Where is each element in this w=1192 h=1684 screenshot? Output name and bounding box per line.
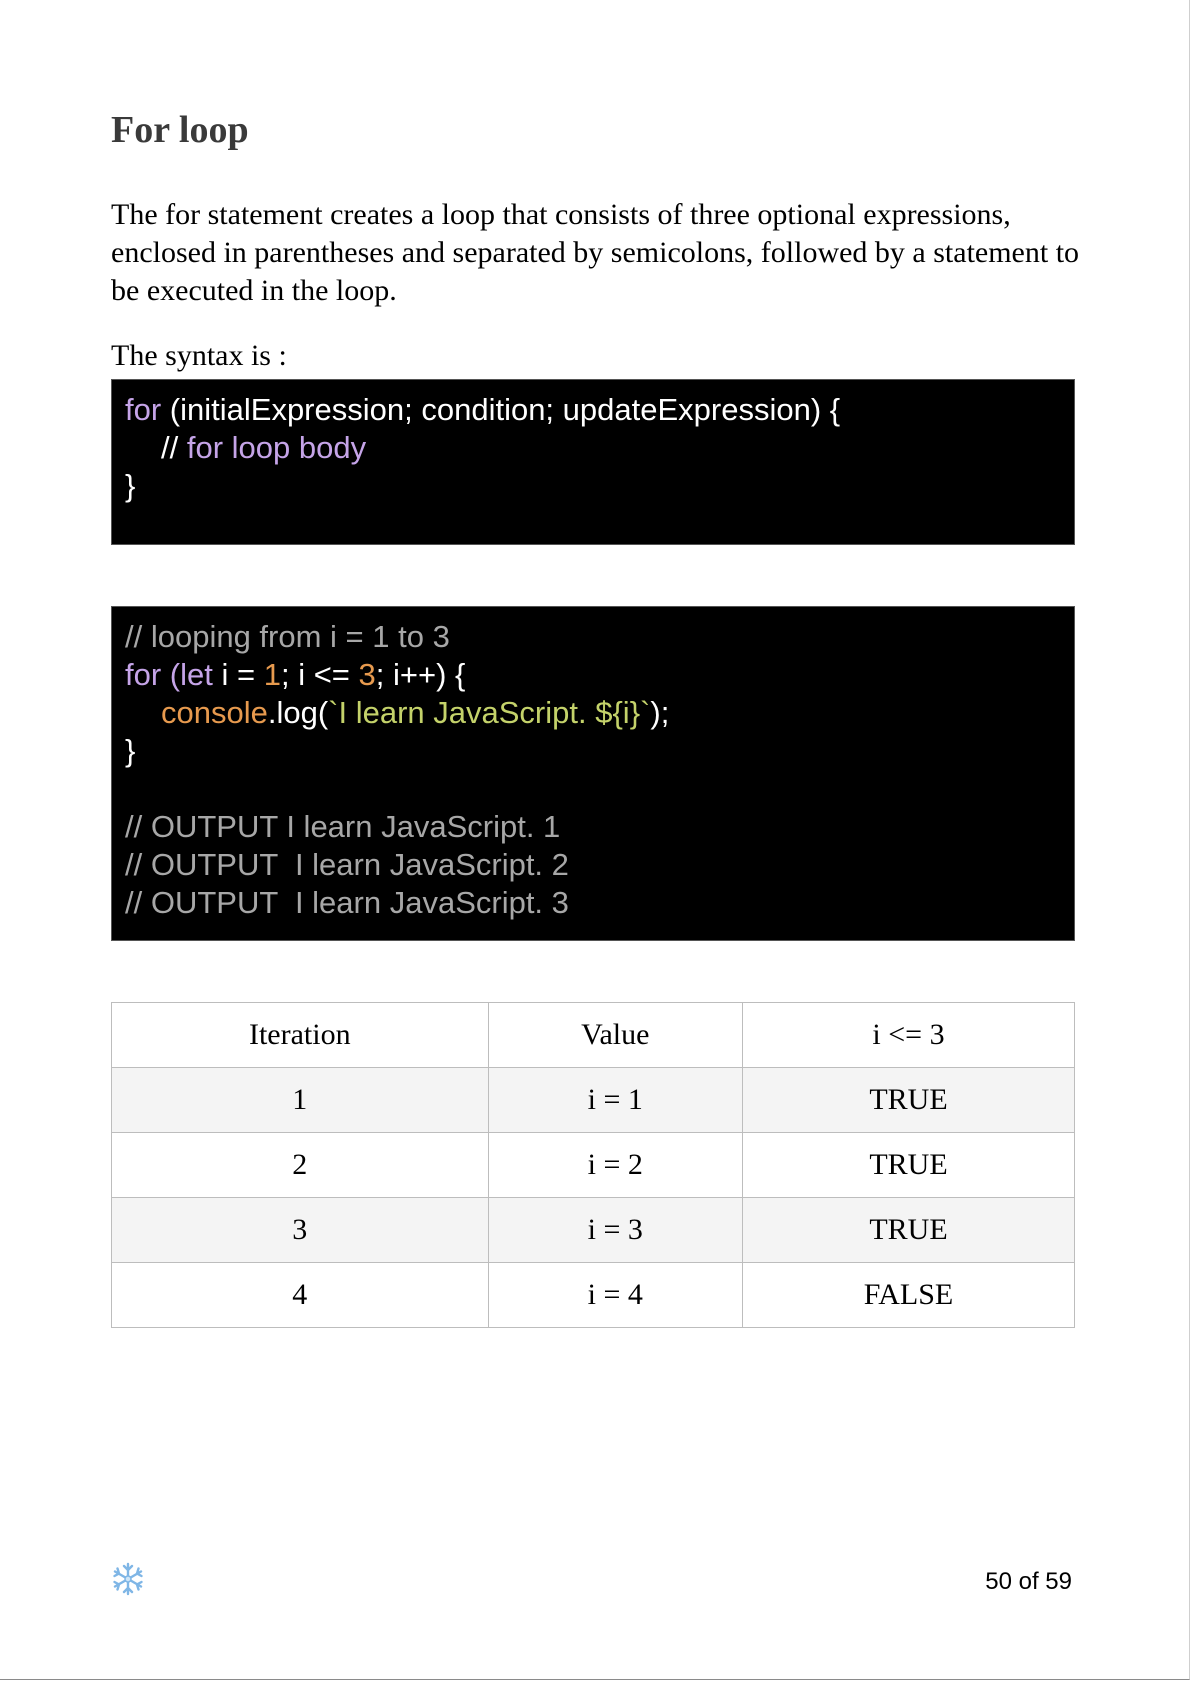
section-heading: For loop bbox=[111, 109, 249, 151]
syntax-label: The syntax is : bbox=[111, 339, 287, 372]
code-blank-line bbox=[125, 770, 1061, 808]
table-row bbox=[112, 1263, 1075, 1328]
example-code-block bbox=[111, 606, 1075, 941]
output-comment-line: // OUTPUT I learn JavaScript. 1 bbox=[125, 809, 561, 844]
number-token: 3 bbox=[358, 657, 376, 692]
code-token: ; i <= bbox=[280, 657, 359, 692]
iteration-table bbox=[111, 1002, 1075, 1328]
code-line bbox=[125, 429, 1061, 467]
code-token: ( bbox=[161, 657, 181, 692]
code-token: } bbox=[125, 468, 136, 503]
syntax-code-block bbox=[111, 379, 1075, 545]
table-cell: i = 1 bbox=[488, 1068, 742, 1133]
code-token: i = bbox=[212, 657, 264, 692]
code-line: } bbox=[125, 733, 136, 768]
code-comment-line: // looping from i = 1 to 3 bbox=[125, 619, 450, 654]
output-comment-line: // OUTPUT I learn JavaScript. 3 bbox=[125, 885, 569, 920]
column-header: Iteration bbox=[112, 1003, 489, 1068]
code-token: ; i++) { bbox=[375, 657, 466, 692]
object-token: console bbox=[161, 695, 268, 730]
snowflake-icon bbox=[111, 1562, 145, 1596]
intro-paragraph: The for statement creates a loop that consists of three optional expressions, enclosed in parentheses and separated by semicolons, followed by a statement to be executed in the loop. bbox=[111, 198, 1080, 307]
keyword-token: for bbox=[125, 657, 162, 692]
column-header: Value bbox=[488, 1003, 742, 1068]
code-line bbox=[125, 391, 1061, 429]
number-token: 1 bbox=[263, 657, 281, 692]
table-row bbox=[112, 1068, 1075, 1133]
table-row bbox=[112, 1198, 1075, 1263]
table-cell: TRUE bbox=[742, 1068, 1074, 1133]
string-token: `I learn JavaScript. ${i}` bbox=[328, 695, 651, 730]
keyword-token: let bbox=[180, 657, 213, 692]
code-line bbox=[125, 694, 1061, 732]
table-cell: FALSE bbox=[742, 1263, 1074, 1328]
output-comment-line: // OUTPUT I learn JavaScript. 2 bbox=[125, 847, 569, 882]
table-cell: 1 bbox=[112, 1068, 489, 1133]
table-row bbox=[112, 1133, 1075, 1198]
table-cell: 2 bbox=[112, 1133, 489, 1198]
page-number: 50 of 59 bbox=[985, 1568, 1072, 1595]
table-cell: TRUE bbox=[742, 1198, 1074, 1263]
table-cell: TRUE bbox=[742, 1133, 1074, 1198]
comment-slashes: // bbox=[161, 430, 187, 465]
table-cell: 3 bbox=[112, 1198, 489, 1263]
column-header: i <= 3 bbox=[742, 1003, 1074, 1068]
table-cell: 4 bbox=[112, 1263, 489, 1328]
keyword-token: for bbox=[125, 392, 162, 427]
code-token: (initialExpression; condition; updateExpression) { bbox=[161, 392, 841, 427]
code-line bbox=[125, 467, 1061, 505]
code-token: .log( bbox=[267, 695, 329, 730]
comment-text: for loop body bbox=[186, 430, 367, 465]
table-header-row bbox=[112, 1003, 1075, 1068]
code-token: ); bbox=[650, 695, 670, 730]
table-cell: i = 4 bbox=[488, 1263, 742, 1328]
table-cell: i = 3 bbox=[488, 1198, 742, 1263]
code-line bbox=[125, 656, 1061, 694]
table-cell: i = 2 bbox=[488, 1133, 742, 1198]
